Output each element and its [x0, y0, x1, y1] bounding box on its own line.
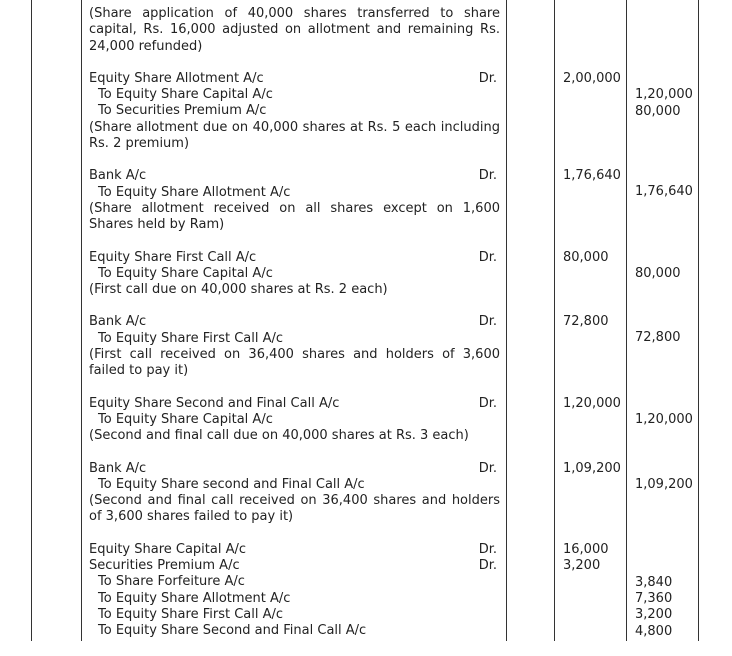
account-name: To Equity Share Capital A/c — [98, 411, 273, 427]
credit-amount: 1,09,200 — [635, 477, 693, 493]
credit-amount: 3,840 — [635, 574, 673, 590]
narration: (Second and final call due on 40,000 shares at Rs. 3 each) — [89, 428, 469, 444]
journal-entry — [89, 396, 500, 445]
debit-account-line — [89, 542, 500, 558]
narration: (Share application of 40,000 shares transferred to share capital, Rs. 16,000 adjusted on allotment and remaining Rs. 24,000 refunded) — [89, 6, 500, 54]
narration: (First call received on 36,400 shares and holders of 3,600 failed to pay it) — [89, 347, 500, 379]
debit-amount: 3,200 — [563, 558, 601, 574]
account-name: Bank A/c — [89, 314, 147, 330]
credit-amount: 80,000 — [635, 266, 681, 282]
credit-account-line — [89, 331, 500, 347]
narration: (First call due on 40,000 shares at Rs. 2 each) — [89, 282, 388, 298]
credit-account-line — [89, 87, 500, 103]
credit-amount: 80,000 — [635, 103, 681, 119]
dr-marker: Dr. — [478, 249, 497, 265]
account-name: To Equity Share Allotment A/c — [98, 590, 291, 606]
journal-entry — [89, 250, 500, 299]
credit-account-line — [89, 266, 500, 282]
account-name: To Equity Share First Call A/c — [98, 330, 284, 346]
credit-account-line — [89, 185, 500, 201]
credit-amount: 1,20,000 — [635, 87, 693, 103]
account-name: Equity Share Second and Final Call A/c — [89, 395, 340, 411]
debit-amount: 2,00,000 — [563, 71, 621, 86]
account-name: Securities Premium A/c — [89, 558, 240, 574]
dr-marker: Dr. — [478, 460, 497, 476]
column-rule-date-left — [31, 0, 32, 641]
debit-account-line — [89, 250, 500, 266]
account-name: Equity Share Capital A/c — [89, 541, 247, 557]
journal-entry — [89, 461, 500, 526]
debit-account-line — [89, 71, 500, 87]
debit-amount: 80,000 — [563, 250, 609, 265]
account-name: Bank A/c — [89, 460, 147, 476]
credit-amount: 4,800 — [635, 623, 673, 639]
debit-account-line — [89, 314, 500, 330]
debit-account-line — [89, 396, 500, 412]
account-name: Bank A/c — [89, 168, 147, 184]
particulars-column — [89, 6, 500, 656]
credit-amount: 7,360 — [635, 590, 673, 606]
account-name: To Equity Share Capital A/c — [98, 265, 273, 281]
narration: (Share allotment due on 40,000 shares at Rs. 5 each including Rs. 2 premium) — [89, 119, 500, 152]
credit-account-line — [89, 591, 500, 607]
journal-entry — [89, 168, 500, 233]
column-rule-credit-right — [698, 0, 699, 641]
account-name: To Equity Share second and Final Call A/c — [98, 476, 365, 492]
debit-amount: 72,800 — [563, 314, 609, 329]
debit-account-line — [89, 168, 500, 184]
account-name: To Equity Share Allotment A/c — [98, 184, 291, 200]
dr-marker: Dr. — [478, 541, 497, 557]
credit-amount: 1,20,000 — [635, 412, 693, 428]
narration: (Share allotment received on all shares except on 1,600 Shares held by Ram) — [89, 200, 500, 233]
account-name: To Securities Premium A/c — [98, 103, 267, 119]
credit-account-line — [89, 623, 500, 639]
column-rule-particulars-right — [506, 0, 507, 641]
credit-account-line — [89, 412, 500, 428]
dr-marker: Dr. — [478, 395, 497, 411]
credit-account-line — [89, 477, 500, 493]
account-name: To Equity Share Second and Final Call A/c — [98, 623, 367, 639]
journal-entry — [89, 71, 500, 152]
account-name: To Equity Share Capital A/c — [98, 87, 273, 103]
journal-entry — [89, 314, 500, 379]
debit-amount: 16,000 — [563, 542, 609, 557]
credit-account-line — [89, 574, 500, 590]
column-rule-lf-right — [554, 0, 555, 641]
journal-entry — [89, 6, 500, 55]
debit-account-line — [89, 461, 500, 477]
credit-account-line — [89, 103, 500, 119]
account-name: Equity Share First Call A/c — [89, 249, 257, 265]
credit-amount: 72,800 — [635, 330, 681, 346]
debit-amount: 1,09,200 — [563, 461, 621, 476]
dr-marker: Dr. — [478, 558, 497, 574]
account-name: To Share Forfeiture A/c — [98, 574, 245, 590]
column-rule-particulars-left — [81, 0, 82, 641]
debit-amount: 1,20,000 — [563, 396, 621, 411]
dr-marker: Dr. — [478, 168, 497, 184]
account-name: Equity Share Allotment A/c — [89, 70, 264, 86]
credit-amount: 3,200 — [635, 607, 673, 623]
credit-account-line — [89, 607, 500, 623]
debit-amount: 1,76,640 — [563, 168, 621, 183]
dr-marker: Dr. — [478, 70, 497, 86]
account-name: To Equity Share First Call A/c — [98, 606, 284, 622]
credit-amount: 1,76,640 — [635, 184, 693, 200]
narration: (Second and final call received on 36,400 shares and holders of 3,600 shares failed to pay it) — [89, 493, 500, 525]
dr-marker: Dr. — [478, 314, 497, 330]
debit-account-line — [89, 558, 500, 574]
journal-entry — [89, 542, 500, 640]
column-rule-debit-right — [626, 0, 627, 641]
